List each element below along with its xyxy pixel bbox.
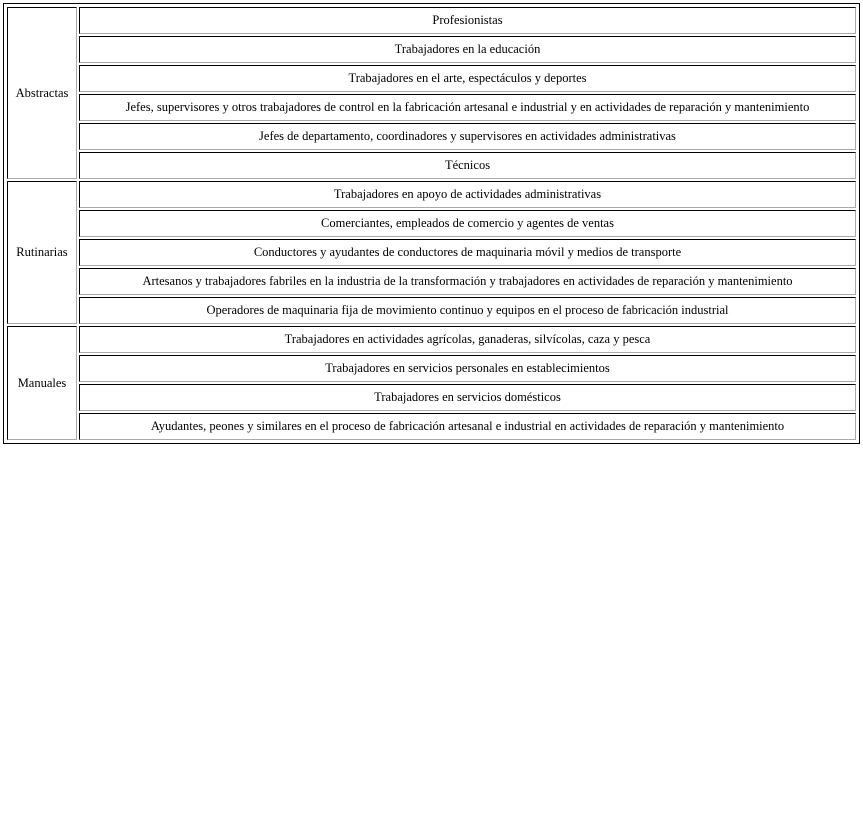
table-row bbox=[7, 326, 856, 353]
occupation-cell: Técnicos bbox=[79, 152, 856, 179]
occupation-table bbox=[3, 3, 860, 444]
table-row bbox=[7, 94, 856, 121]
occupation-cell: Jefes, supervisores y otros trabajadores de control en la fabricación artesanal e industrial y en actividades de reparación y mantenimiento bbox=[79, 94, 856, 121]
occupation-cell: Trabajadores en actividades agrícolas, ganaderas, silvícolas, caza y pesca bbox=[79, 326, 856, 353]
occupation-cell: Ayudantes, peones y similares en el proceso de fabricación artesanal e industrial en actividades de reparación y mantenimiento bbox=[79, 413, 856, 440]
category-cell: Rutinarias bbox=[7, 181, 77, 324]
table-row bbox=[7, 152, 856, 179]
table-row bbox=[7, 36, 856, 63]
occupation-cell: Jefes de departamento, coordinadores y supervisores en actividades administrativas bbox=[79, 123, 856, 150]
category-cell: Manuales bbox=[7, 326, 77, 440]
table-row bbox=[7, 239, 856, 266]
occupation-cell: Trabajadores en apoyo de actividades administrativas bbox=[79, 181, 856, 208]
occupation-cell: Trabajadores en el arte, espectáculos y deportes bbox=[79, 65, 856, 92]
table-row bbox=[7, 413, 856, 440]
table-row bbox=[7, 384, 856, 411]
table-row bbox=[7, 65, 856, 92]
occupation-cell: Conductores y ayudantes de conductores de maquinaria móvil y medios de transporte bbox=[79, 239, 856, 266]
occupation-cell: Artesanos y trabajadores fabriles en la industria de la transformación y trabajadores en actividades de reparación y mantenimiento bbox=[79, 268, 856, 295]
category-cell: Abstractas bbox=[7, 7, 77, 179]
occupation-cell: Trabajadores en la educación bbox=[79, 36, 856, 63]
table-row bbox=[7, 268, 856, 295]
table-row bbox=[7, 355, 856, 382]
occupation-cell: Profesionistas bbox=[79, 7, 856, 34]
occupation-cell: Trabajadores en servicios personales en establecimientos bbox=[79, 355, 856, 382]
occupation-cell: Comerciantes, empleados de comercio y agentes de ventas bbox=[79, 210, 856, 237]
table-row bbox=[7, 210, 856, 237]
occupation-cell: Operadores de maquinaria fija de movimiento continuo y equipos en el proceso de fabricación industrial bbox=[79, 297, 856, 324]
table-row bbox=[7, 181, 856, 208]
table-row bbox=[7, 7, 856, 34]
table-row bbox=[7, 297, 856, 324]
table-row bbox=[7, 123, 856, 150]
occupation-cell: Trabajadores en servicios domésticos bbox=[79, 384, 856, 411]
